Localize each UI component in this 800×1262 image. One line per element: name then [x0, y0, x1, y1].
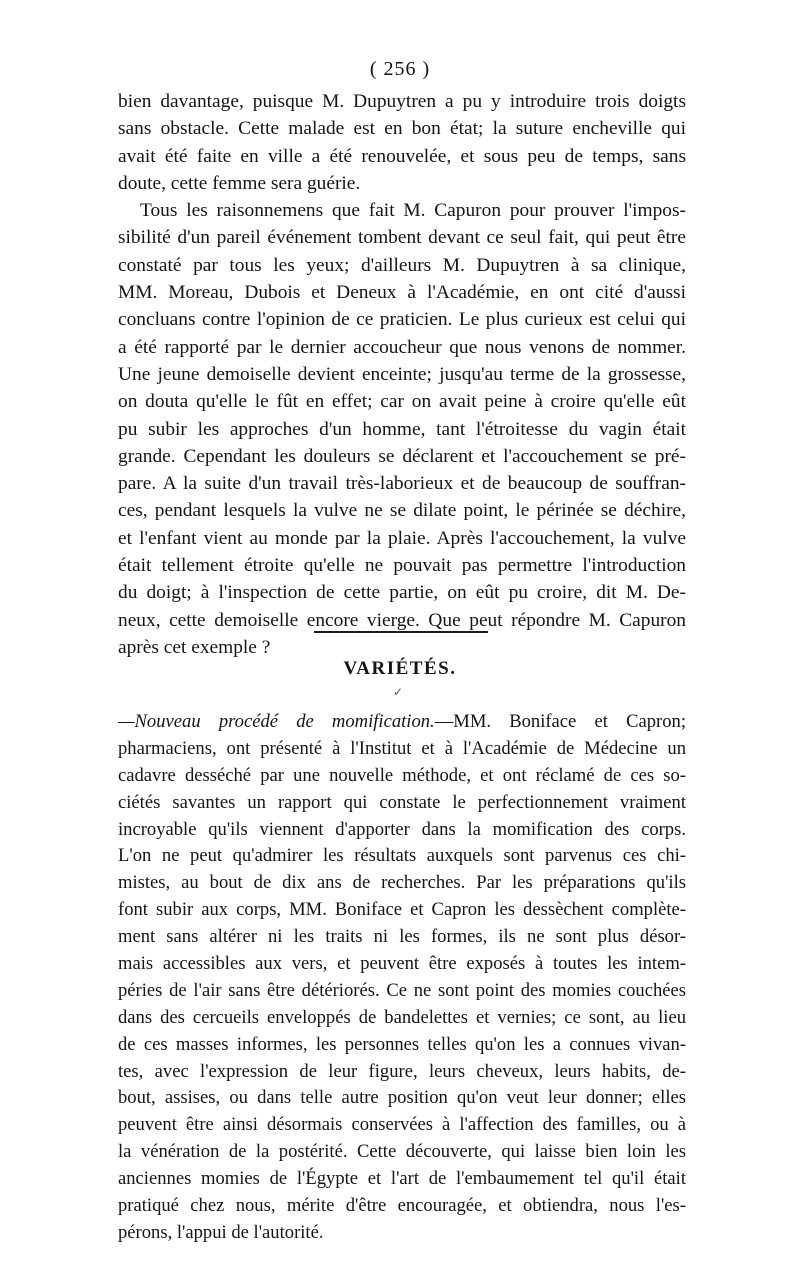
text-line: ces, pendant lesquels la vulve ne se dilate point, le périnée se déchire,: [118, 500, 686, 522]
varietes-article: [118, 709, 686, 1247]
text-line: ment sans altérer ni les traits ni les formes, ils ne sont plus désor-: [118, 926, 686, 948]
text-line: la vénération de la postérité. Cette découverte, qui laisse bien loin les: [118, 1141, 686, 1163]
section-divider: [314, 631, 488, 633]
text-line: L'on ne peut qu'admirer les résultats auxquels sont parvenus ces chi-: [118, 845, 686, 867]
text-line: bout, assises, ou dans telle autre position qu'on veut leur donner; elles: [118, 1087, 686, 1109]
text-line: et l'enfant vient au monde par la plaie. Après l'accouchement, la vulve: [118, 527, 686, 549]
text-line: ciétés savantes un rapport qui constate le perfectionnement vraiment: [118, 791, 686, 813]
text-line: avait été faite en ville a été renouvelée, et sous peu de temps, sans: [118, 145, 686, 167]
check-mark-icon: ✓: [393, 685, 404, 699]
text-line: grande. Cependant les douleurs se déclarent et l'accouchement se pré-: [118, 445, 686, 467]
article-heading-text: —MM. Boniface et Capron;: [434, 711, 686, 732]
text-line: neux, cette demoiselle encore vierge. Que peut répondre M. Capuron: [118, 609, 686, 631]
text-line: on douta qu'elle le fût en effet; car on avait peine à croire qu'elle eût: [118, 391, 686, 413]
text-line: pratiqué chez nous, mérite d'être encouragée, et obtiendra, nous l'es-: [118, 1195, 686, 1217]
text-line: cadavre desséché par une nouvelle méthode, et ont réclamé de ces so-: [118, 764, 686, 786]
article-heading-line: [118, 709, 686, 736]
section-title: VARIÉTÉS.: [343, 658, 457, 679]
text-line: anciennes momies de l'Égypte et l'art de l'embaumement tel qu'il était: [118, 1168, 686, 1190]
text-line: pharmaciens, ont présenté à l'Institut et à l'Académie de Médecine un: [118, 737, 686, 759]
text-line: de ces masses informes, les personnes telles qu'on les a connues vivan-: [118, 1033, 686, 1055]
text-line: péries de l'air sans être détériorés. Ce ne sont point des momies couchées: [118, 979, 686, 1001]
text-line: Une jeune demoiselle devient enceinte; jusqu'au terme de la grossesse,: [118, 363, 686, 385]
text-line: sans obstacle. Cette malade est en bon état; la suture encheville qui: [118, 118, 686, 140]
text-line: MM. Moreau, Dubois et Deneux à l'Académie, en ont cité d'aussi: [118, 282, 686, 304]
text-line: après cet exemple ?: [118, 636, 271, 658]
text-line: constaté par tous les yeux; d'ailleurs M. Dupuytren à sa clinique,: [118, 254, 686, 276]
text-line: mistes, au bout de dix ans de recherches. Par les préparations qu'ils: [118, 872, 686, 894]
article-continuation: [118, 88, 686, 661]
text-line: bien davantage, puisque M. Dupuytren a pu y introduire trois doigts: [118, 91, 686, 112]
text-line: incroyable qu'ils viennent d'apporter dans la momification des corps.: [118, 818, 686, 840]
text-line: peuvent être ainsi désormais conservées à l'affection des familles, ou à: [118, 1114, 686, 1136]
text-line: était tellement étroite qu'elle ne pouvait pas permettre l'introduction: [118, 555, 686, 577]
text-line: sibilité d'un pareil événement tombent devant ce seul fait, qui peut être: [118, 227, 686, 249]
page-number: ( 256 ): [369, 58, 431, 80]
paragraph-start-line: Tous les raisonnemens que fait M. Capuron pour prouver l'impos-: [140, 200, 686, 222]
text-line: dans des cercueils enveloppés de bandelettes et vernies; ce sont, au lieu: [118, 1006, 686, 1028]
article-heading-title: —Nouveau procédé de momification.: [118, 711, 435, 732]
text-line: pérons, l'appui de l'autorité.: [118, 1221, 324, 1243]
text-line: doute, cette femme sera guérie.: [118, 172, 361, 194]
text-line: pu subir les approches d'un homme, tant l'étroitesse du vagin était: [118, 418, 686, 440]
text-line: font subir aux corps, MM. Boniface et Capron les dessèchent complète-: [118, 899, 686, 921]
text-line: pare. A la suite d'un travail très-laborieux et de beaucoup de souffran-: [118, 473, 686, 495]
text-line: tes, avec l'expression de leur figure, leurs cheveux, leurs habits, de-: [118, 1060, 686, 1082]
text-line: a été rapporté par le dernier accoucheur que nous venons de nommer.: [118, 336, 686, 358]
text-line: du doigt; à l'inspection de cette partie, on eût pu croire, dit M. De-: [118, 582, 686, 604]
text-line: mais accessibles aux vers, et peuvent être exposés à toutes les intem-: [118, 953, 686, 975]
text-line: concluans contre l'opinion de ce praticien. Le plus curieux est celui qui: [118, 309, 686, 331]
